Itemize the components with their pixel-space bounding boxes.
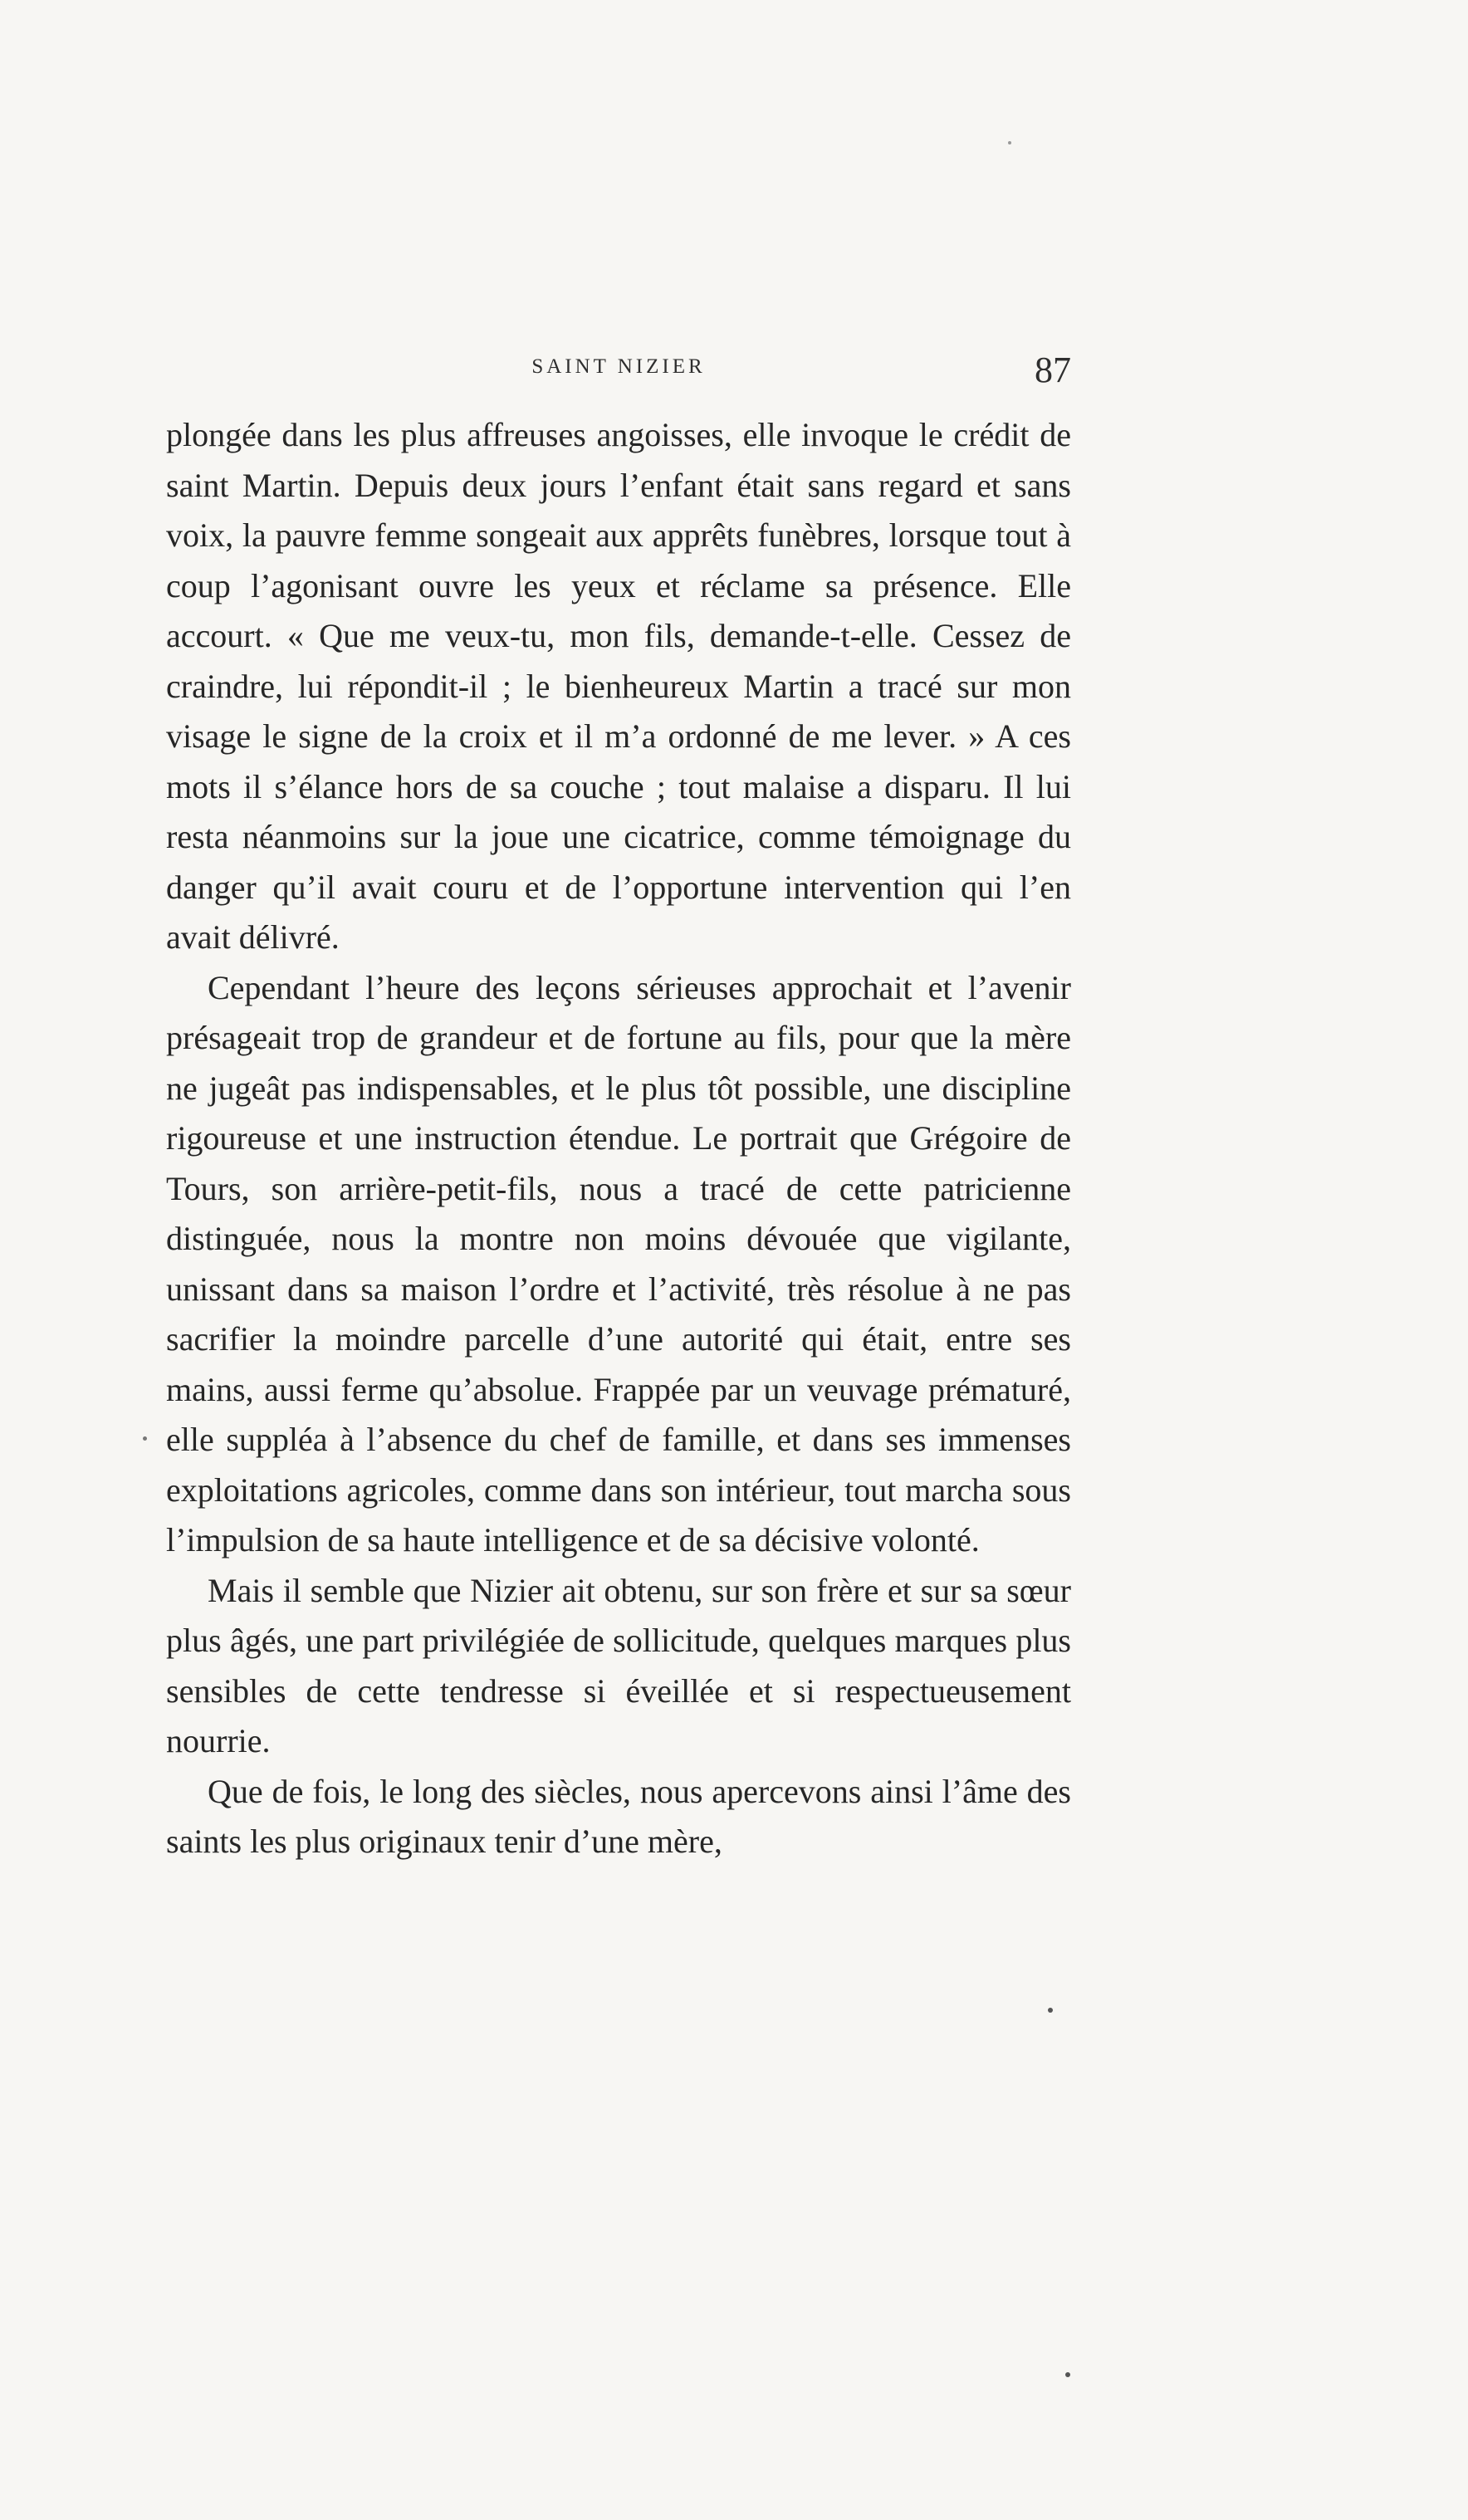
paragraph-4: Que de fois, le long des siècles, nous apercevons ainsi l’âme des saints les plus originaux tenir d’une mère,: [166, 1772, 1071, 1860]
paper-speck: [1048, 2008, 1053, 2013]
page-number: 87: [1035, 350, 1071, 390]
paragraph-1: plongée dans les plus affreuses angoisses, elle invoque le crédit de saint Martin. Depuis deux jours l’enfant était sans regard et sans voix, la pauvre femme songeait aux apprêts funèbres, lorsque tout à coup l’agonisant ouvre les yeux et réclame sa présence. Elle accourt. « Que me veux-tu, mon fils, demande-t-elle. Cessez de craindre, lui répondit-il ; le bienheureux Martin a tracé sur mon visage le signe de la croix et il m’a ordonné de me lever. » A ces mots il s’élance hors de sa couche ; tout malaise a disparu. Il lui resta néanmoins sur la joue une cicatrice, comme témoignage du danger qu’il avait couru et de l’opportune intervention qui l’en avait délivré.: [166, 416, 1071, 956]
paper-speck: [1008, 141, 1011, 144]
paragraph-3: Mais il semble que Nizier ait obtenu, sur son frère et sur sa sœur plus âgés, une part privilégiée de sollicitude, quelques marques plus sensibles de cette tendresse si éveillée et si respectueusement nourrie.: [166, 1571, 1071, 1759]
body-text: [166, 410, 1071, 1867]
running-head: [166, 349, 1071, 399]
paper-speck: [143, 1436, 147, 1441]
running-title: SAINT NIZIER: [531, 355, 706, 378]
paper-speck: [1065, 2372, 1070, 2377]
paragraph-2: Cependant l’heure des leçons sérieuses approchait et l’avenir présageait trop de grandeur et de fortune au fils, pour que la mère ne jugeât pas indispensables, et le plus tôt possible, une discipline rigoureuse et une instruction étendue. Le portrait que Grégoire de Tours, son arrière-petit-fils, nous a tracé de cette patricienne distinguée, nous la montre non moins dévouée que vigilante, unissant dans sa maison l’ordre et l’activité, très résolue à ne pas sacrifier la moindre parcelle d’une autorité qui était, entre ses mains, aussi ferme qu’absolue. Frappée par un veuvage prématuré, elle suppléa à l’absence du chef de famille, et dans ses immenses exploitations agricoles, comme dans son intérieur, tout marcha sous l’impulsion de sa haute intelligence et de sa décisive volonté.: [166, 968, 1071, 1558]
